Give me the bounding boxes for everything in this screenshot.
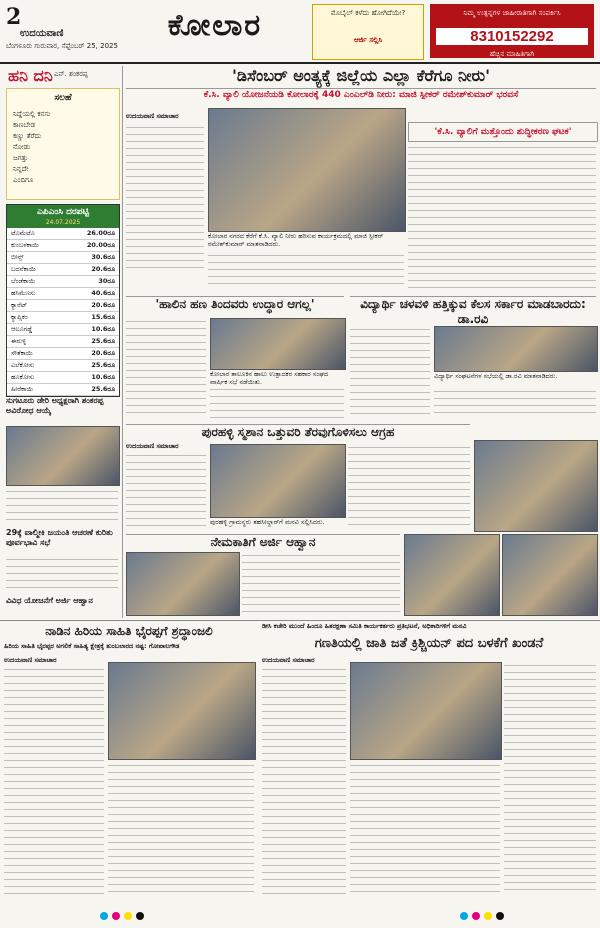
headline-cemetery-encroachment: ಪುರಹಳ್ಳಿ ಸ್ಮಶಾನ ಒತ್ತುವರಿ ತೆರವುಗೊಳಿಸಲು ಆಗ್ರಹ <box>126 424 470 440</box>
caption-lead: ಕೋಲಾರ ನಗರದ ಕೆರೆಗೆ ಕೆ.ಸಿ. ವ್ಯಾಲಿ ನೀರು ಹರಿಸುವ ಕಾರ್ಯಕ್ರಮದಲ್ಲಿ ಮಾಜಿ ಸ್ಪೀಕರ್ ರಮೇಶ್‌ಕುಮಾರ್ ಮಾತನಾಡಿದರು. <box>208 232 384 248</box>
poem-line: ನೋಡು <box>13 143 31 151</box>
rate-row <box>7 336 119 348</box>
honey-column-author: ಎನ್. ಶಂಕರಪ್ಪ <box>54 70 88 78</box>
masthead-title: ಕೋಲಾರ <box>167 8 263 43</box>
photo-dairy <box>6 426 120 486</box>
rate-row <box>7 252 119 264</box>
rate-row <box>7 300 119 312</box>
rate-item-name: ಈರುಳ್ಳಿ <box>11 337 27 345</box>
rate-row <box>7 312 119 324</box>
photo-deity-right <box>502 534 598 616</box>
rate-item-price: 25.6ರೂ <box>91 361 115 369</box>
issue-date: ಗುರುವಾರ, ಸೆಪ್ಟೆಂಬರ್ 25, 2025 <box>34 42 118 50</box>
rate-item-price: 40.6ರೂ <box>91 289 115 297</box>
caption-cemetery: ಪುರಹಳ್ಳಿ ಗ್ರಾಮಸ್ಥರು ತಹಸೀಲ್ದಾರ್‌ಗೆ ಮನವಿ ಸಲ್ಲಿಸಿದರು. <box>210 518 325 526</box>
rate-row <box>7 240 119 252</box>
page-number: 2 <box>6 4 22 30</box>
rate-row <box>7 360 119 372</box>
edition-date <box>6 42 118 51</box>
rate-item-name: ಸೌತೆಕಾಯಿ <box>11 349 33 357</box>
rate-item-name: ಹೂಕೋಸು <box>11 373 35 381</box>
rate-item-name: ಬೀನ್ಸ್ <box>11 253 24 261</box>
rate-item-price: 25.6ರೂ <box>91 337 115 345</box>
headline-recruitment: ನೇಮಕಾತಿಗೆ ಅರ್ಜಿ ಆಹ್ವಾನ <box>126 534 400 550</box>
photo-cemetery <box>210 444 346 518</box>
edition-label: ಬೆಂಗಳೂರು <box>6 42 33 50</box>
advert-contact <box>430 4 594 58</box>
advert-mobile-line2: ಆರ್ಜಿ ಸಲ್ಲಿಸಿ <box>353 36 383 44</box>
rate-item-price: 20.00ರೂ <box>86 241 115 249</box>
honey-column-title: ಹನಿ ದನಿ <box>8 66 53 85</box>
rate-item-name: ಟೊಮೆಟೊ <box>11 229 35 237</box>
advert-phone-number: 8310152292 <box>436 28 588 45</box>
advert-mobile-line1: ಮೊಬೈಲ್ ಕಳೆದು ಹೋಗಿದೆಯೇ? <box>330 9 406 17</box>
rate-item-name: ಆಲೂಗಡ್ಡೆ <box>11 325 33 333</box>
caption-student-meeting: ವಿದ್ಯಾರ್ಥಿ ಸಂಘಟನೆಗಳ ಸಭೆಯಲ್ಲಿ ಡಾ.ರವಿ ಮಾತನಾಡಿದರು. <box>434 372 558 380</box>
rate-item-price: 15.6ರೂ <box>91 313 115 321</box>
rate-row <box>7 324 119 336</box>
lead-headline: 'ಡಿಸೆಂಬರ್ ಅಂತ್ಯಕ್ಕೆ ಜಿಲ್ಲೆಯ ಎಲ್ಲಾ ಕೆರೆಗೂ ನೀರು' <box>126 66 596 89</box>
rate-row <box>7 384 119 396</box>
rate-row <box>7 276 119 288</box>
advert-contact-line1: ನಿಮ್ಮ ಉತ್ಪನ್ನಗಳ ಜಾಹೀರಾತಿಗಾಗಿ ಸಂಪರ್ಕಿಸಿ <box>463 9 561 17</box>
rate-item-name: ಬದನೆಕಾಯಿ <box>11 265 36 273</box>
rate-row <box>7 228 119 240</box>
rate-item-price: 10.6ರೂ <box>91 325 115 333</box>
poem-lines <box>13 109 113 186</box>
poem-line: ನಿದ್ದೆಯಲ್ಲಿ ಕನಸು <box>13 110 51 118</box>
photo-temple <box>474 440 598 532</box>
headline-milk-money: 'ಹಾಲಿನ ಹಣ ತಿಂದವರು ಉದ್ಧಾರ ಆಗಲ್ಲ' <box>126 296 344 312</box>
story-dairy-president: ಸುಗಟೂರು ಡೇರಿ ಅಧ್ಯಕ್ಷರಾಗಿ ಶಂಕರಪ್ಪ ಅವಿರೋಧ ಆಯ್ಕೆ <box>6 396 104 415</box>
rate-row <box>7 288 119 300</box>
apmc-rate-table <box>6 204 120 397</box>
lead-byline: ಉದಯವಾಣಿ ಸಮಾಚಾರ <box>126 112 179 120</box>
rate-item-price: 20.6ರೂ <box>91 265 115 273</box>
rate-row <box>7 372 119 384</box>
rate-item-name: ಕುಂಬಳಕಾಯಿ <box>11 241 40 249</box>
advert-mobile <box>312 4 424 60</box>
tribute-byline: ಉದಯವಾಣಿ ಸಮಾಚಾರ <box>4 656 57 664</box>
story-scheme-applications: ವಿವಿಧ ಯೋಜನೆಗೆ ಅರ್ಜಿ ಆಹ್ವಾನ <box>6 596 93 605</box>
left-column <box>4 66 123 618</box>
rate-item-name: ಕ್ಯಾಪ್ಸಿಕಂ <box>11 313 28 321</box>
headline-bhyrappa-tribute: ನಾಡಿನ ಹಿರಿಯ ಸಾಹಿತಿ ಭೈರಪ್ಪಗೆ ಶ್ರದ್ಧಾಂಜಲಿ <box>45 624 213 638</box>
rate-item-name: ಹಸಿಮೆಣಸು <box>11 289 36 297</box>
poem-line: ಕಣ್ಣು ತೆರೆದು <box>13 132 42 140</box>
cemetery-byline: ಉದಯವಾಣಿ ಸಮಾಚಾರ <box>126 442 179 450</box>
rate-item-price: 10.6ರೂ <box>91 373 115 381</box>
rate-item-price: 20.6ರೂ <box>91 301 115 309</box>
rate-table-date: 24.07.2025 <box>7 219 119 228</box>
rate-table-title: ಎಪಿಎಂಸಿ ದರಪಟ್ಟಿ <box>7 205 119 219</box>
story-valmiki-meeting: 29ಕ್ಕೆ ವಾಲ್ಮೀಕಿ ಜಯಂತಿ ಆಚರಣೆ ಕುರಿತು ಪೂರ್ವಭಾವಿ ಸಭೆ <box>6 528 113 547</box>
paper-name: ಉದಯವಾಣಿ <box>20 28 64 39</box>
rate-item-price: 25.6ರೂ <box>91 385 115 393</box>
caption-milk-society: ಕೋಲಾರ ತಾಲೂಕಿನ ಹಾಲು ಉತ್ಪಾದಕರ ಸಹಕಾರ ಸಂಘದ ವಾರ್ಷಿಕ ಸಭೆ ನಡೆಯಿತು. <box>210 370 329 386</box>
photo-recruitment <box>126 552 240 616</box>
headline-census-christian: ಗಣತಿಯಲ್ಲಿ ಜಾತಿ ಜತೆ ಕ್ರಿಶ್ಚಿಯನ್ ಪದ ಬಳಕೆಗೆ ಖಂಡನೆ <box>314 636 544 651</box>
subhead-bhyrappa-tribute: ಹಿರಿಯ ಸಾಹಿತಿ ಭೈರಪ್ಪರ ಅಗಲಿಕೆ ಸಾಹಿತ್ಯ ಕ್ಷೇತ್ರಕ್ಕೆ ತುಂಬಲಾರದ ನಷ್ಟ: ಗೋಪಾಲಗೌಡ <box>4 642 180 650</box>
rate-row <box>7 348 119 360</box>
rate-item-name: ಎಲೆಕೋಸು <box>11 361 35 369</box>
poem-line: ನಿನ್ನದೇ <box>13 165 29 173</box>
rate-item-name: ಕ್ಯಾರೆಟ್ <box>11 301 28 309</box>
rate-item-name: ಹೀರೆಕಾಯಿ <box>11 385 34 393</box>
rate-item-price: 26.00ರೂ <box>86 229 115 237</box>
rate-item-price: 20.6ರೂ <box>91 349 115 357</box>
poem-line: ಎಂದಿಗೂ <box>13 176 34 184</box>
page-header <box>0 0 600 64</box>
rate-item-price: 30.6ರೂ <box>91 253 115 261</box>
advert-contact-line2: ಹೆಚ್ಚಿನ ಮಾಹಿತಿಗಾಗಿ <box>489 50 535 58</box>
poem-line: ಕಾಣಬೇಡ <box>13 121 36 129</box>
census-byline: ಉದಯವಾಣಿ ಸಮಾಚಾರ <box>262 656 315 664</box>
headline-student-movement: ವಿದ್ಯಾರ್ಥಿ ಚಳವಳಿ ಹತ್ತಿಕ್ಕುವ ಕೆಲಸ ಸರ್ಕಾರ ಮಾಡಬಾರದು: ಡಾ.ರವಿ <box>350 296 596 327</box>
photo-lead <box>208 108 406 232</box>
rate-item-price: 30ರೂ <box>98 277 115 285</box>
poem-line: ಜಗತ್ತು <box>13 154 29 162</box>
rate-row <box>7 264 119 276</box>
rate-item-name: ಬೆಂಡೆಕಾಯಿ <box>11 277 36 285</box>
poem-box <box>6 88 120 200</box>
photo-census-protest <box>350 662 502 760</box>
photo-student-meeting <box>434 326 598 372</box>
lead-quote-box: 'ಕೆ.ಸಿ. ವ್ಯಾಲಿಗೆ ಮತ್ತೊಂದು ಶುದ್ಧೀಕರಣ ಘಟಕ' <box>408 122 598 142</box>
kicker-census-protest: ಡೀಸಿ ಕಚೇರಿ ಮುಂದೆ ಹಿಂದೂ ಹಿತರಕ್ಷಣಾ ಸಮಿತಿ ಕಾರ್ಯಕರ್ತರು ಪ್ರತಿಭಟನೆ, ಅಧಿಕಾರಿಗಳಿಗೆ ಮನವಿ <box>262 622 467 630</box>
photo-deity-left <box>404 534 500 616</box>
lead-subhead: ಕೆ.ಸಿ. ವ್ಯಾಲಿ ಯೋಜನೆಯಡಿ ಕೋಲಾರಕ್ಕೆ 440 ಎಂಎಲ್‌ಡಿ ನೀರು: ಮಾಜಿ ಸ್ಪೀಕರ್ ರಮೇಶ್‌ಕುಮಾರ್ ಭರವಸೆ <box>203 90 519 100</box>
photo-milk-society <box>210 318 346 370</box>
registration-marks <box>0 904 600 928</box>
poem-title: ಸಲಹೆ <box>54 93 72 103</box>
photo-tribute <box>108 662 256 760</box>
